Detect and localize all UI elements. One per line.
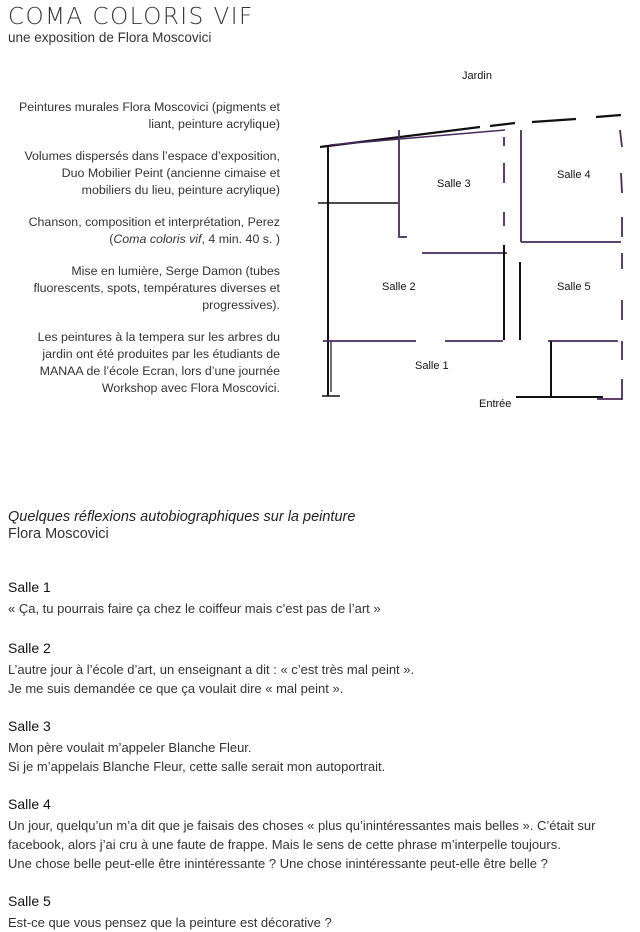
credit-workshop: Les peintures à la tempera sur les arbres du jardin ont été produites par les étudiants de MANAA de l’école Ecran, lors d’une journée Workshop avec Flora Moscovici. [37, 330, 280, 395]
label-garden: Jardin [462, 70, 492, 82]
reflection-room-5-title: Salle 5 [8, 893, 51, 909]
label-room4: Salle 4 [557, 169, 591, 181]
exhibition-subtitle: une exposition de Flora Moscovici [8, 30, 212, 45]
label-room2: Salle 2 [382, 281, 416, 293]
reflection-room-1 [8, 579, 634, 618]
reflection-room-1-title: Salle 1 [8, 579, 51, 595]
reflections-author: Flora Moscovici [8, 526, 109, 542]
reflections-title: Quelques réflexions autobiographiques sur la peinture [8, 509, 356, 525]
reflection-room-3 [8, 718, 634, 776]
reflections-section [8, 509, 634, 930]
reflection-room-1-text [8, 599, 634, 618]
credit-song-prefix: Chanson, composition et interprétation, Perez [28, 215, 280, 229]
credit-volumes: Volumes dispersés dans l’espace d’exposition, Duo Mobilier Peint (ancienne cimaise et mobiliers du lieu, peinture acrylique) [24, 149, 280, 197]
reflection-line: Une chose belle peut-elle être inintéressante ? Une chose inintéressante peut-elle être belle ? [8, 856, 548, 871]
credit-song-title: Coma coloris vif [113, 232, 202, 246]
reflection-line: Un jour, quelqu’un m’a dit que je faisais des choses « plus qu’inintéressantes mais belles ». C’était sur facebook, alors j’ai cru à une faute de frappe. Mais le sens de cette phrase m’interpelle toujours. [8, 818, 596, 852]
reflection-line: L’autre jour à l’école d’art, un enseignant a dit : « c’est très mal peint ». [8, 662, 415, 677]
label-entrance: Entrée [479, 398, 512, 410]
reflection-line: Si je m’appelais Blanche Fleur, cette salle serait mon autoportrait. [8, 759, 386, 774]
reflection-room-2-text [8, 660, 634, 698]
credit-song-duration: , 4 min. 40 s. ) [201, 232, 280, 246]
wall-north-4 [596, 115, 621, 117]
reflection-room-5 [8, 893, 634, 932]
reflection-room-5-text [8, 913, 634, 932]
label-room1: Salle 1 [415, 360, 449, 372]
wall-north-2 [490, 123, 515, 126]
credit-murals: Peintures murales Flora Moscovici (pigments et liant, peinture acrylique) [19, 100, 280, 131]
reflection-room-2-title: Salle 2 [8, 640, 51, 656]
reflection-room-2 [8, 640, 634, 698]
reflection-line: « Ça, tu pourrais faire ça chez le coiffeur mais c’est pas de l’art » [8, 601, 381, 616]
reflection-room-3-title: Salle 3 [8, 718, 51, 734]
wall-east-dash-1 [620, 130, 622, 147]
reflection-line: Est-ce que vous pensez que la peinture est décorative ? [8, 915, 332, 930]
reflection-room-3-text [8, 738, 634, 776]
wall-east-dash-2 [621, 173, 622, 193]
exhibition-title: COMA COLORIS VIF [8, 4, 254, 30]
reflection-line: Mon père voulait m’appeler Blanche Fleur. [8, 740, 252, 755]
wall-north-painted [330, 130, 505, 145]
wall-north-3 [532, 119, 576, 122]
floor-plan-walls [318, 115, 622, 400]
reflection-room-4 [8, 796, 634, 873]
reflection-line: Je me suis demandée ce que ça voulait dire « mal peint ». [8, 681, 344, 696]
label-room3: Salle 3 [437, 178, 471, 190]
label-room5: Salle 5 [557, 281, 591, 293]
reflection-room-4-title: Salle 4 [8, 796, 51, 812]
credit-lighting: Mise en lumière, Serge Damon (tubes fluorescents, spots, températures diverses et progressives). [33, 264, 280, 312]
credit-song-open: ( [109, 232, 114, 246]
reflection-room-4-text [8, 816, 634, 873]
